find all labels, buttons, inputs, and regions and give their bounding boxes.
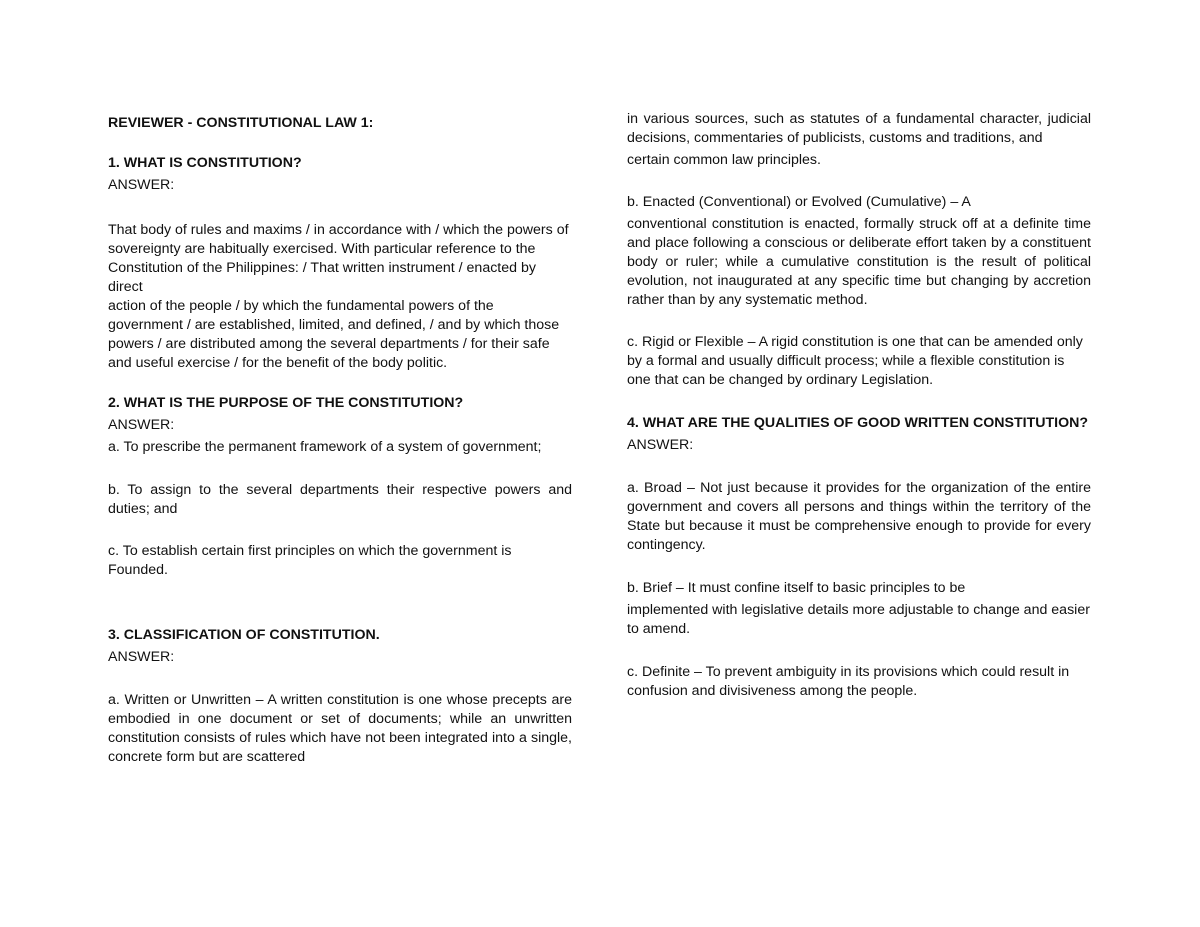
- question-3-item-b-heading: b. Enacted (Conventional) or Evolved (Cumulative) – A: [627, 194, 971, 210]
- question-3-item-a-part3: certain common law principles.: [627, 152, 821, 168]
- left-column: [108, 112, 572, 767]
- question-3-item-b-body: conventional constitution is enacted, formally struck off at a definite time and place following a conscious or deliberate effort taken by a constituent body or ruler; while a cumulative constitution is the result of political evolution, not inaugurated at any specific time but changing by accretion rather than by any systematic method.: [627, 216, 1091, 308]
- question-4-answer-label: ANSWER:: [627, 437, 694, 453]
- question-4-heading: 4. WHAT ARE THE QUALITIES OF GOOD WRITTEN CONSTITUTION?: [627, 415, 1089, 431]
- question-2-item-c: c. To establish certain first principles on which the government is Founded.: [108, 543, 512, 578]
- question-4-item-c: c. Definite – To prevent ambiguity in its provisions which could result in confusion and divisiveness among the people.: [627, 664, 1070, 699]
- question-1-answer-part1: That body of rules and maxims / in accordance with / which the powers of sovereignty are habitually exercised. With particular reference to the Constitution of the Philippines: / That written instrument / enacted by direct: [108, 222, 569, 295]
- right-column: [627, 110, 1091, 701]
- question-4-item-b-body: implemented with legislative details more adjustable to change and easier to amend.: [627, 602, 1090, 637]
- question-3-answer-label: ANSWER:: [108, 649, 175, 665]
- document-title: REVIEWER - CONSTITUTIONAL LAW 1:: [108, 115, 374, 131]
- question-2-answer-label: ANSWER:: [108, 417, 175, 433]
- question-3-item-a-part1: a. Written or Unwritten – A written constitution is one whose precepts are embodied in one document or set of documents; while an unwritten constitution consists of rules which have not been integrated into a single, concrete form but are scattered: [108, 692, 572, 765]
- question-3-heading: 3. CLASSIFICATION OF CONSTITUTION.: [108, 627, 380, 643]
- question-4-item-a: a. Broad – Not just because it provides for the organization of the entire government and covers all persons and things within the territory of the State but because it must be comprehensive enough to provide for every contingency.: [627, 480, 1091, 553]
- question-2-heading: 2. WHAT IS THE PURPOSE OF THE CONSTITUTION?: [108, 395, 464, 411]
- question-4-item-b-heading: b. Brief – It must confine itself to basic principles to be: [627, 580, 966, 596]
- question-2-item-b: b. To assign to the several departments their respective powers and duties; and: [108, 482, 572, 517]
- question-1-answer-part2: action of the people / by which the fundamental powers of the government / are established, limited, and defined, / and by which those powers / are distributed among the several departments / for their safe and useful exercise / for the benefit of the body politic.: [108, 298, 560, 371]
- question-3-item-c: c. Rigid or Flexible – A rigid constitution is one that can be amended only by a formal and usually difficult process; while a flexible constitution is one that can be changed by ordinary Legislation.: [627, 334, 1083, 388]
- question-1-heading: 1. WHAT IS CONSTITUTION?: [108, 155, 302, 171]
- question-3-item-a-part2: in various sources, such as statutes of a fundamental character, judicial decisions, commentaries of publicists, customs and traditions, and: [627, 111, 1091, 146]
- question-1-answer-label: ANSWER:: [108, 177, 175, 193]
- question-2-item-a: a. To prescribe the permanent framework of a system of government;: [108, 439, 542, 455]
